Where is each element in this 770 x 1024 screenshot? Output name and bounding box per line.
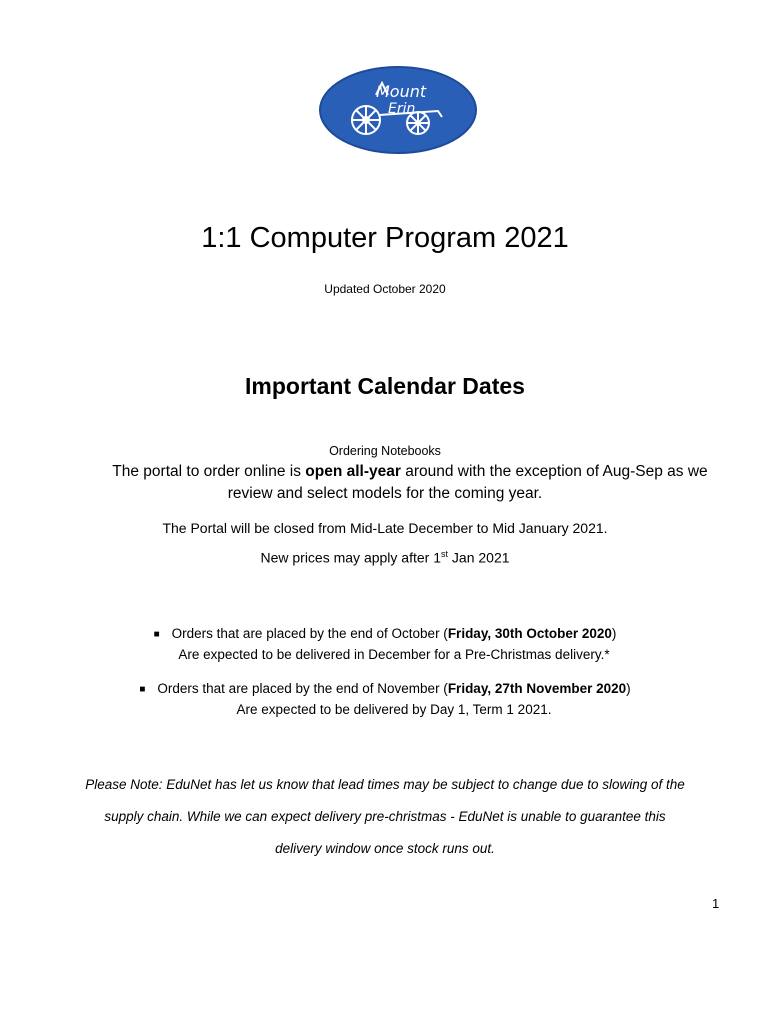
bullet-date: Friday, 27th November 2020 xyxy=(447,681,627,696)
bullet-text-pre: Orders that are placed by the end of October ( xyxy=(171,626,448,641)
please-note-paragraph xyxy=(0,769,770,865)
document-title: 1:1 Computer Program 2021 xyxy=(201,222,569,254)
section-heading: Important Calendar Dates xyxy=(245,373,525,399)
school-logo xyxy=(318,65,478,155)
bullet-text-pre: Orders that are placed by the end of November ( xyxy=(157,681,448,696)
logo-text-erin: Erin xyxy=(388,101,416,117)
bullet-text-post: ) xyxy=(611,626,617,641)
bullet-date: Friday, 30th October 2020 xyxy=(447,626,612,641)
prices-text-post: Jan 2021 xyxy=(448,549,510,566)
note-line-2: supply chain. While we can expect delivery pre-christmas - EduNet is unable to guarantee this xyxy=(104,809,666,824)
updated-date: Updated October 2020 xyxy=(324,282,446,296)
new-prices-note xyxy=(0,549,770,566)
ordering-label: Ordering Notebooks xyxy=(329,444,441,458)
portal-closed-note: The Portal will be closed from Mid-Late December to Mid January 2021. xyxy=(162,520,608,536)
bullet-line-2: Are expected to be delivered by Day 1, Term 1 2021. xyxy=(236,702,552,717)
portal-line-2: review and select models for the coming year. xyxy=(227,485,543,502)
list-item xyxy=(0,679,770,719)
portal-text-pre: The portal to order online is xyxy=(112,463,306,480)
bullet-line-1 xyxy=(0,624,770,645)
portal-line-1 xyxy=(0,461,770,483)
prices-text-sup: st xyxy=(441,549,449,559)
bullet-marker-icon: ■ xyxy=(153,629,160,640)
bullet-line-2: Are expected to be delivered in December for a Pre-Christmas delivery.* xyxy=(178,647,610,662)
note-line-3: delivery window once stock runs out. xyxy=(275,841,495,856)
bullet-line-1 xyxy=(0,679,770,700)
note-line-1: Please Note: EduNet has let us know that lead times may be subject to change due to slowing of the xyxy=(85,777,685,792)
prices-text-pre: New prices may apply after 1 xyxy=(260,549,441,566)
portal-paragraph xyxy=(0,461,770,505)
portal-text-post: around with the exception of Aug-Sep as we xyxy=(400,463,708,480)
list-item xyxy=(0,624,770,664)
portal-text-bold: open all-year xyxy=(305,463,401,480)
bullet-marker-icon: ■ xyxy=(139,684,146,695)
logo-text-mount: Mount xyxy=(376,82,427,101)
bullet-text-post: ) xyxy=(626,681,631,696)
page-number: 1 xyxy=(712,896,720,911)
